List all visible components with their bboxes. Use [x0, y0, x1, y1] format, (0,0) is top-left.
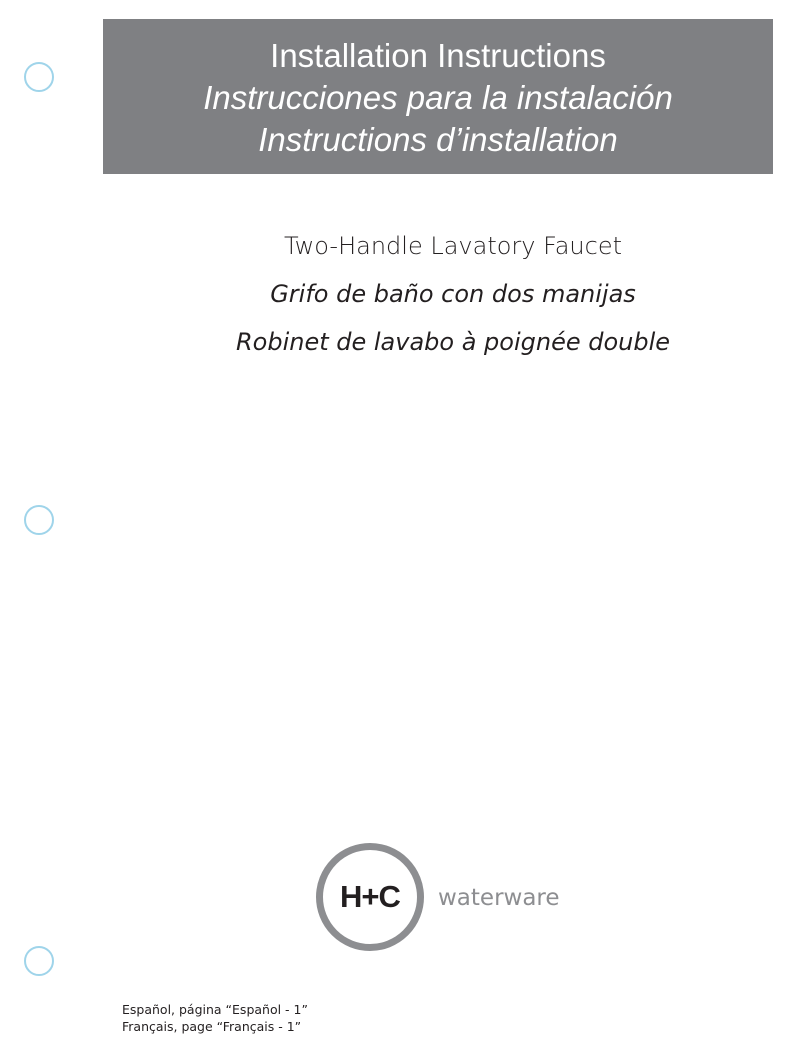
product-name-block	[190, 222, 716, 366]
product-name-english: Two-Handle Lavatory Faucet	[283, 232, 623, 260]
logo-wordmark: waterware	[438, 885, 560, 911]
title-french: Instructions d’installation	[258, 121, 618, 158]
logo-mark: H+C	[340, 879, 400, 914]
title-spanish: Instrucciones para la instalación	[203, 79, 673, 116]
title-english: Installation Instructions	[270, 37, 606, 74]
product-name-spanish: Grifo de baño con dos manijas	[270, 280, 636, 308]
french-page-reference: Français, page “Français - 1”	[122, 1019, 302, 1034]
brand-logo	[316, 843, 576, 953]
binder-hole-middle	[24, 505, 54, 535]
spanish-page-reference: Español, página “Español - 1”	[122, 1002, 308, 1017]
binder-hole-top	[24, 62, 54, 92]
binder-hole-bottom	[24, 946, 54, 976]
title-banner	[103, 19, 773, 174]
language-references	[122, 1001, 308, 1035]
product-name-french: Robinet de lavabo à poignée double	[235, 328, 671, 356]
